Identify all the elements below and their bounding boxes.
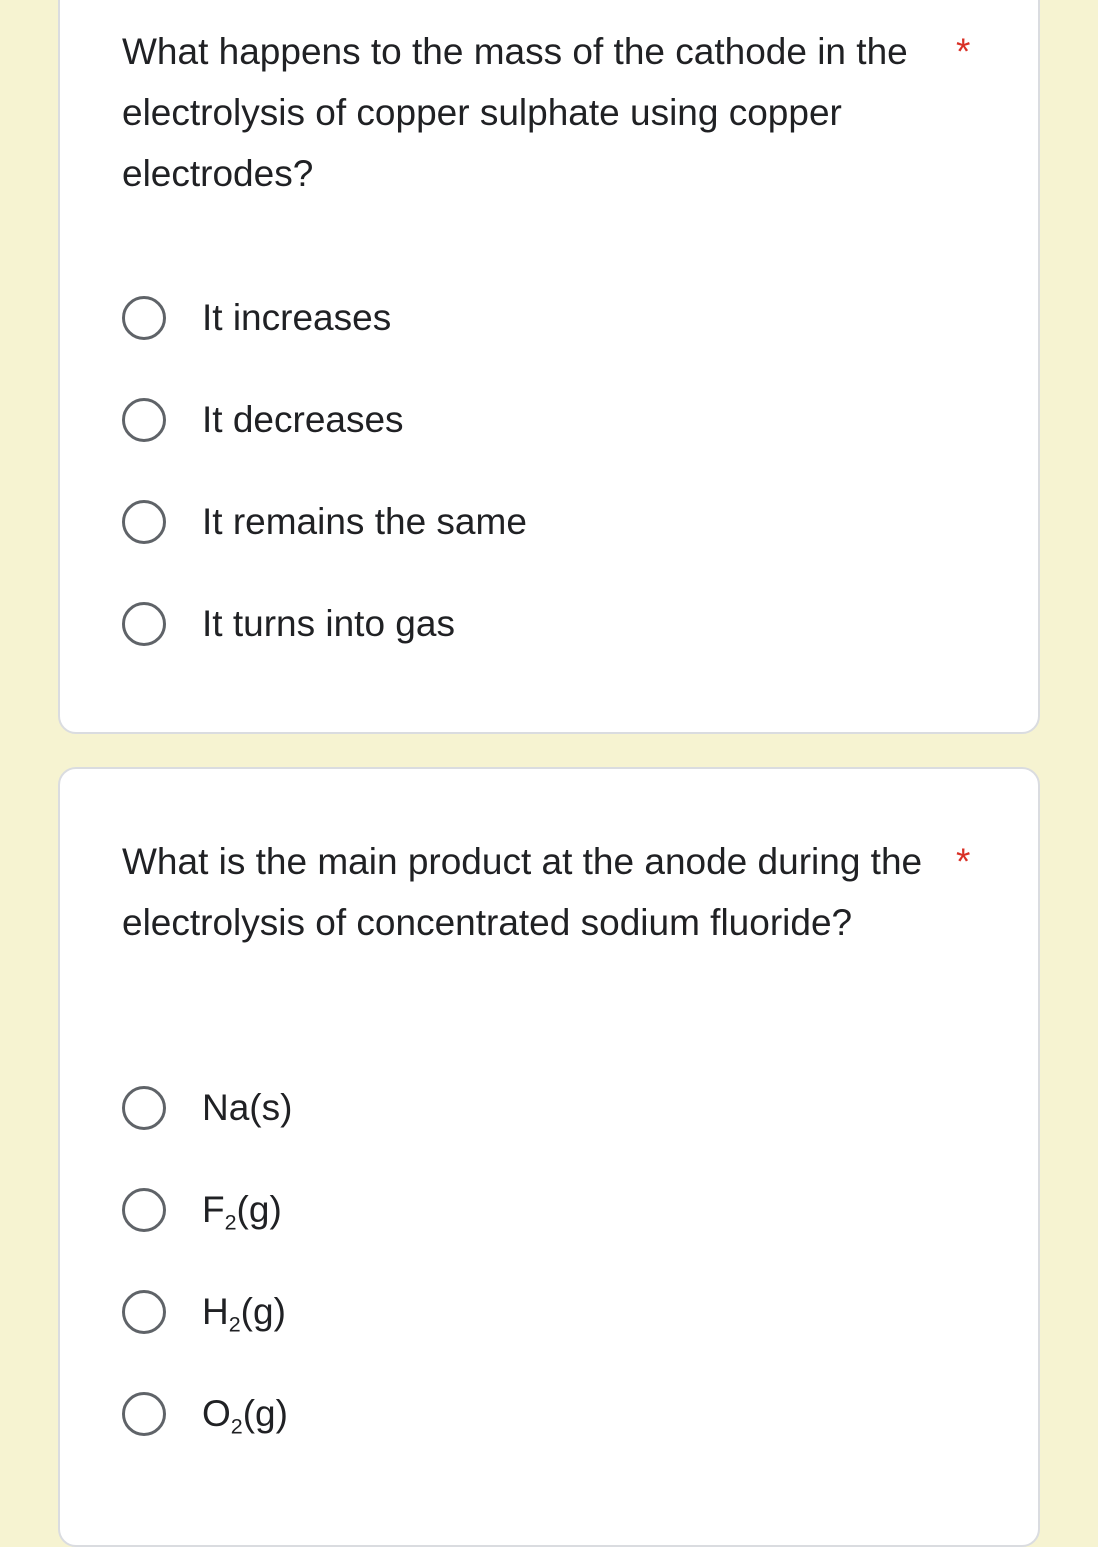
formula-base: O [202,1393,231,1434]
radio-button[interactable] [122,1290,166,1334]
radio-button[interactable] [122,500,166,544]
option-label: Na(s) [202,1087,293,1128]
formula-subscript: 2 [228,1312,241,1337]
formula-subscript: 2 [230,1414,243,1439]
option-it-decreases[interactable] [122,394,404,446]
question-card-1 [58,0,1040,734]
radio-button[interactable] [122,602,166,646]
option-label [202,1393,288,1439]
radio-button[interactable] [122,1086,166,1130]
radio-button[interactable] [122,398,166,442]
question-2-text: What is the main product at the anode during the electrolysis of concentrated sodium fluoride? [122,841,923,943]
option-label [202,1291,286,1337]
formula-state: (g) [242,1393,288,1434]
option-it-remains-the-same[interactable] [122,496,527,548]
radio-button[interactable] [122,296,166,340]
option-label: It increases [202,297,392,338]
formula-base: H [202,1291,229,1332]
required-asterisk: * [956,841,971,882]
option-h2-g[interactable] [122,1286,286,1338]
formula-state: (g) [240,1291,286,1332]
option-label [202,1189,282,1235]
formula-subscript: 2 [224,1210,237,1235]
question-card-2 [58,767,1040,1547]
formula-state: (g) [236,1189,282,1230]
option-it-increases[interactable] [122,292,391,344]
option-label: It turns into gas [202,603,455,644]
radio-button[interactable] [122,1392,166,1436]
formula-base: F [202,1189,225,1230]
option-label: It remains the same [202,501,527,542]
option-na-s[interactable] [122,1082,292,1134]
required-asterisk: * [956,31,971,72]
question-1-text: What happens to the mass of the cathode in the electrolysis of copper sulphate using copper electrodes? [122,31,908,194]
option-f2-g[interactable] [122,1184,282,1236]
option-it-turns-into-gas[interactable] [122,598,455,650]
option-o2-g[interactable] [122,1388,288,1440]
radio-button[interactable] [122,1188,166,1232]
option-label: It decreases [202,399,404,440]
